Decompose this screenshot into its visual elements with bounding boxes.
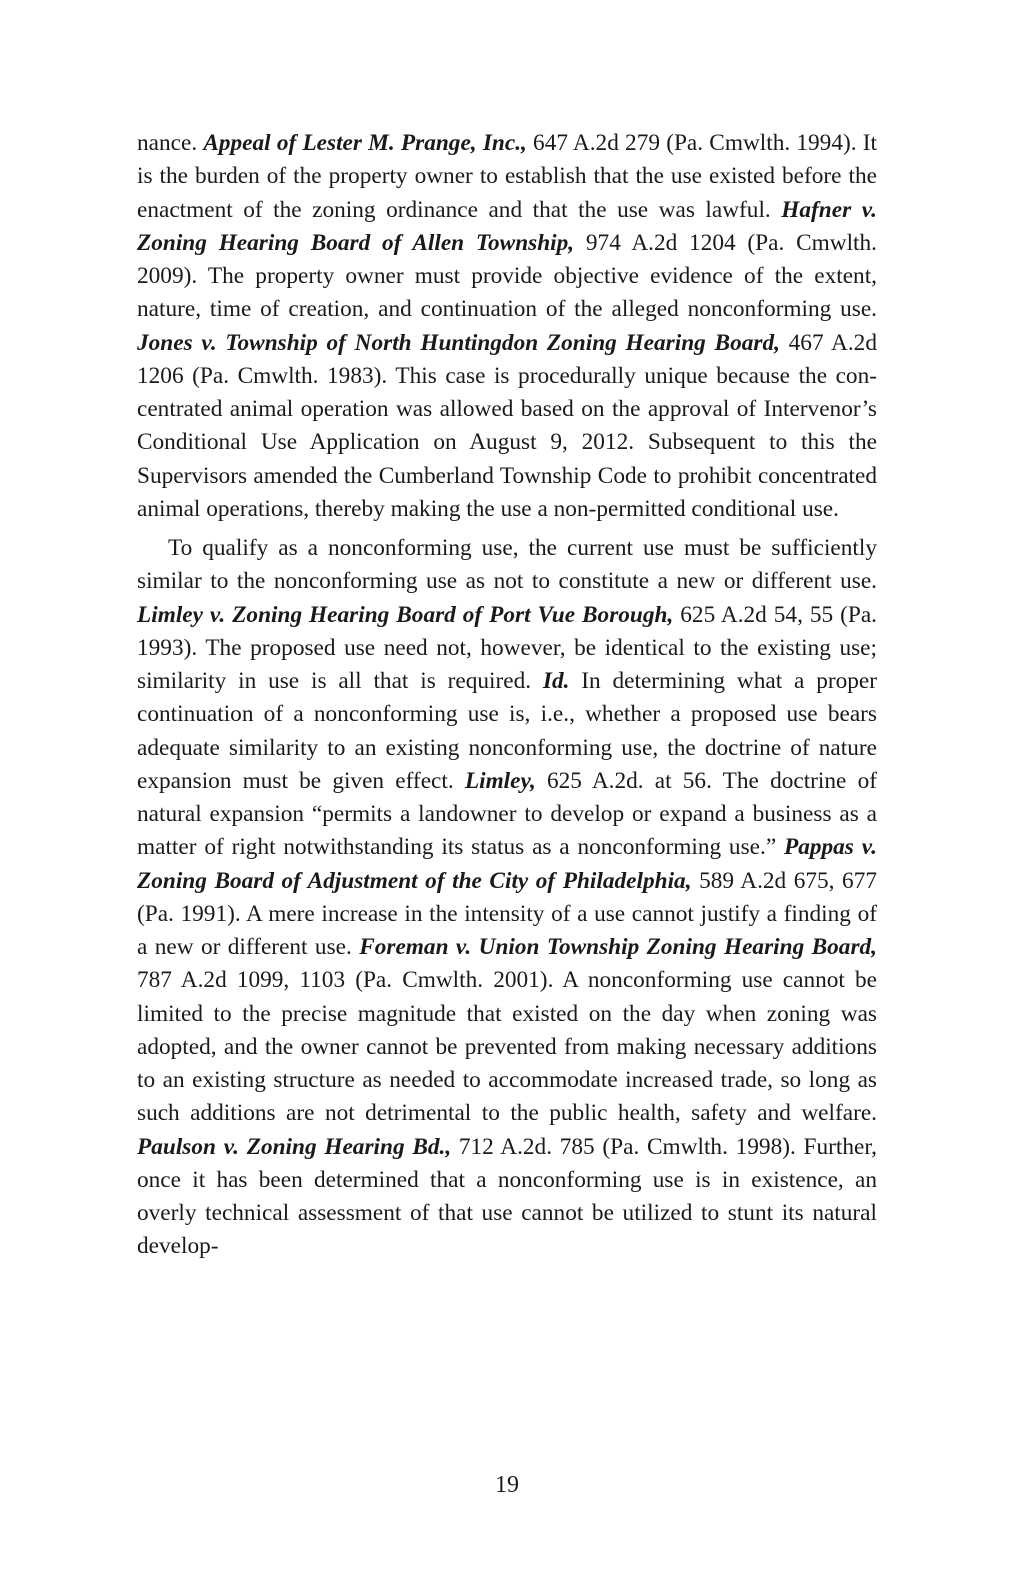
text-run: 625 A.2d 54, 55 (Pa. 1993). The proposed use need not, however, be identical to the existing use; similarity in use is all that is required. [137,601,877,694]
case-citation: Foreman v. Union Township Zoning Hearing Board, [359,934,877,960]
text-run: In determining what a proper continuation of a nonconforming use is, i.e., whether a proposed use bears adequate similarity to an existing nonconforming use, the doctrine of nature expansion must be given effect. [137,668,877,794]
text-run: nance. [137,130,204,156]
case-citation: Paulson v. Zoning Hearing Bd., [137,1133,452,1160]
paragraph-2 [137,532,877,1264]
case-citation: Appeal of Lester M. Prange, Inc., [203,130,527,156]
text-run: 625 A.2d. at 56. The doctrine of natural expansion “permits a landowner to develop or expand a business as a matter of right notwithstanding its status as a nonconforming use.” [137,767,877,861]
case-citation: Pappas v. Zoning Board of Adjustment of the City of Philadelphia, [137,834,878,894]
text-run: 787 A.2d 1099, 1103 (Pa. Cmwlth. 2001). A nonconforming use cannot be limited to the precise magnitude that existed on the day when zoning was adopted, and the owner cannot be prevented from making necessary additions to an existing structure as needed to accommodate increased trade, so long as such additions are not detrimental to the public health, safety and welfare. [137,967,877,1127]
case-citation: Limley v. Zoning Hearing Board of Port Vue Borough, [137,601,674,628]
text-run: 467 A.2d 1206 (Pa. Cmwlth. 1983). This case is procedurally unique because the concentrated animal operation was allowed based on the approval of Intervenor’s Conditional Use Application on August 9, 2012. Subsequent to this the Supervisors amended the Cumberland Township Code to prohibit concentrated animal operations, thereby making the use a non-permitted conditional use. [137,329,877,522]
case-citation: Id. [542,668,570,694]
case-citation: Jones v. Township of North Huntingdon Zoning Hearing Board, [137,329,780,356]
text-run: 647 A.2d 279 (Pa. Cmwlth. 1994). It is the burden of the property owner to establish that the use existed before the enactment of the zoning ordinance and that the use was lawful. [137,130,877,223]
text-run: 589 A.2d 675, 677 (Pa. 1991). A mere increase in the intensity of a use cannot justify a finding of a new or different use. [137,867,877,960]
page-number: 19 [495,1472,519,1498]
case-citation: Limley, [464,767,536,794]
paragraph-1 [137,127,877,526]
text-run: To qualify as a nonconforming use, the current use must be sufficiently similar to the nonconforming use as not to constitute a new or different use. [137,535,877,595]
text-run: 712 A.2d. 785 (Pa. Cmwlth. 1998). Further, once it has been determined that a nonconforming use is in existence, an overly technical assessment of that use cannot be utilized to stunt its natural develop- [137,1133,877,1260]
body-text [137,127,877,1264]
text-run: 974 A.2d 1204 (Pa. Cmwlth. 2009). The property owner must provide objective evidence of the extent, nature, time of creation, and continuation of the alleged nonconforming use. [137,229,877,323]
case-citation: Hafner v. Zoning Hearing Board of Allen Township, [137,196,877,256]
